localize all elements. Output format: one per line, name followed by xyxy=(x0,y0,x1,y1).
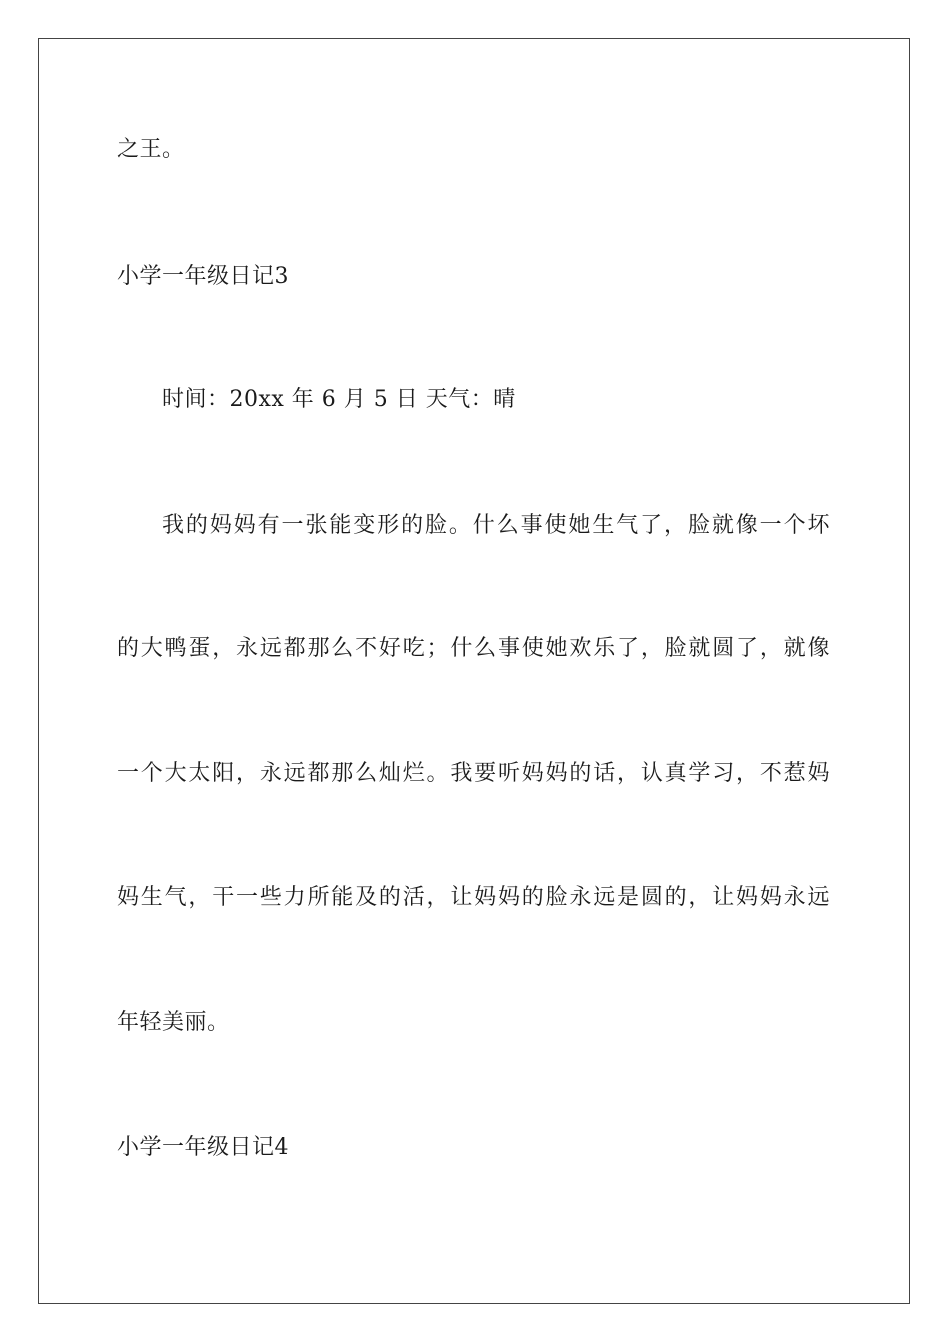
date-weather-line: 时间：20xx 年 6 月 5 日 天气：晴 xyxy=(162,387,516,412)
paragraph-line-3: 一个大太阳，永远都那么灿烂。我要听妈妈的话，认真学习，不惹妈 xyxy=(117,761,830,786)
paragraph-line-2: 的大鸭蛋，永远都那么不好吃；什么事使她欢乐了，脸就圆了，就像 xyxy=(117,636,830,661)
section-heading-diary-3: 小学一年级日记3 xyxy=(117,264,289,289)
text-line-continuation: 之王。 xyxy=(117,137,185,162)
paragraph-line-4: 妈生气，干一些力所能及的活，让妈妈的脸永远是圆的，让妈妈永远 xyxy=(117,885,830,910)
page-border xyxy=(38,38,910,1304)
paragraph-line-1: 我的妈妈有一张能变形的脸。什么事使她生气了，脸就像一个坏 xyxy=(162,513,830,538)
paragraph-line-5: 年轻美丽。 xyxy=(117,1010,230,1035)
section-heading-diary-4: 小学一年级日记4 xyxy=(117,1135,289,1160)
